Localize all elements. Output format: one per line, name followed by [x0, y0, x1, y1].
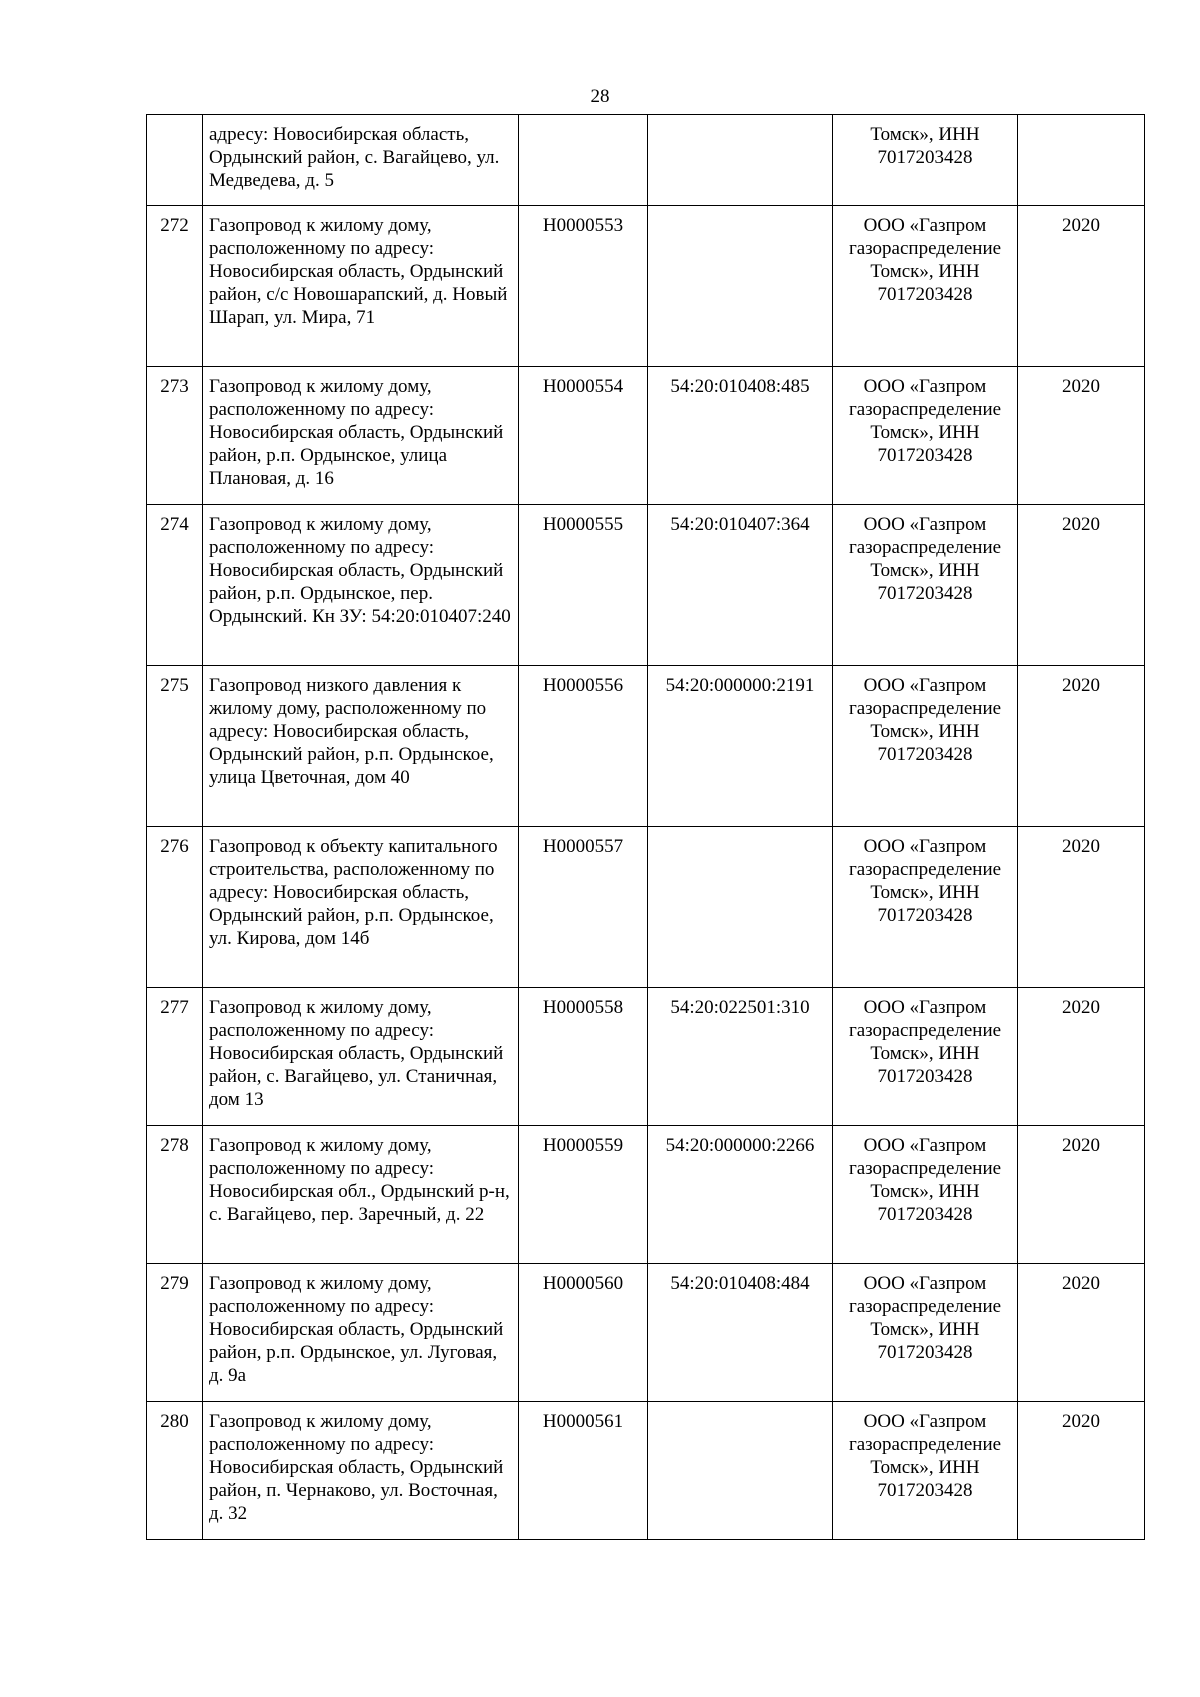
inventory-code-cell: Н0000553	[519, 206, 648, 367]
owner-cell: ООО «Газпром газораспределение Томск», ИНН 7017203428	[833, 988, 1018, 1126]
owner-cell: ООО «Газпром газораспределение Томск», ИНН 7017203428	[833, 505, 1018, 666]
year-cell: 2020	[1018, 1402, 1145, 1540]
cadastral-number-cell: 54:20:022501:310	[648, 988, 833, 1126]
cadastral-number-cell	[648, 206, 833, 367]
owner-cell: ООО «Газпром газораспределение Томск», ИНН 7017203428	[833, 367, 1018, 505]
table-row	[147, 666, 1145, 827]
year-cell: 2020	[1018, 666, 1145, 827]
year-cell	[1018, 115, 1145, 206]
cadastral-number-cell: 54:20:010408:485	[648, 367, 833, 505]
year-cell: 2020	[1018, 505, 1145, 666]
object-name-cell: Газопровод низкого давления к жилому дому, расположенному по адресу: Новосибирская область, Ордынский район, р.п. Ордынское, улица Цветочная, дом 40	[203, 666, 519, 827]
inventory-code-cell: Н0000559	[519, 1126, 648, 1264]
year-cell: 2020	[1018, 827, 1145, 988]
row-number-cell: 273	[147, 367, 203, 505]
owner-cell: ООО «Газпром газораспределение Томск», ИНН 7017203428	[833, 1126, 1018, 1264]
object-name-cell: Газопровод к жилому дому, расположенному по адресу: Новосибирская область, Ордынский район, р.п. Ордынское, ул. Луговая, д. 9а	[203, 1264, 519, 1402]
inventory-code-cell: Н0000560	[519, 1264, 648, 1402]
cadastral-number-cell: 54:20:010408:484	[648, 1264, 833, 1402]
inventory-code-cell	[519, 115, 648, 206]
object-name-cell: Газопровод к жилому дому, расположенному по адресу: Новосибирская область, Ордынский район, р.п. Ордынское, пер. Ордынский. Кн ЗУ: 54:20:010407:240	[203, 505, 519, 666]
cadastral-number-cell: 54:20:000000:2266	[648, 1126, 833, 1264]
owner-cell: ООО «Газпром газораспределение Томск», ИНН 7017203428	[833, 1402, 1018, 1540]
table-row	[147, 1402, 1145, 1540]
year-cell: 2020	[1018, 988, 1145, 1126]
inventory-code-cell: Н0000557	[519, 827, 648, 988]
table-row	[147, 367, 1145, 505]
inventory-code-cell: Н0000561	[519, 1402, 648, 1540]
row-number-cell: 275	[147, 666, 203, 827]
inventory-code-cell: Н0000555	[519, 505, 648, 666]
cadastral-number-cell	[648, 115, 833, 206]
object-name-cell: Газопровод к жилому дому, расположенному по адресу: Новосибирская область, Ордынский район, с. Вагайцево, ул. Станичная, дом 13	[203, 988, 519, 1126]
object-name-cell: Газопровод к жилому дому, расположенному по адресу: Новосибирская область, Ордынский район, р.п. Ордынское, улица Плановая, д. 16	[203, 367, 519, 505]
cadastral-number-cell: 54:20:010407:364	[648, 505, 833, 666]
table-row	[147, 206, 1145, 367]
row-number-cell: 280	[147, 1402, 203, 1540]
cadastral-number-cell	[648, 1402, 833, 1540]
register-table	[146, 114, 1145, 1540]
year-cell: 2020	[1018, 1264, 1145, 1402]
page-number: 28	[590, 86, 610, 107]
table-row	[147, 1264, 1145, 1402]
cadastral-number-cell	[648, 827, 833, 988]
year-cell: 2020	[1018, 1126, 1145, 1264]
object-name-cell: Газопровод к жилому дому, расположенному по адресу: Новосибирская область, Ордынский район, п. Чернаково, ул. Восточная, д. 32	[203, 1402, 519, 1540]
row-number-cell: 272	[147, 206, 203, 367]
year-cell: 2020	[1018, 367, 1145, 505]
table-row	[147, 505, 1145, 666]
row-number-cell: 278	[147, 1126, 203, 1264]
object-name-cell: адресу: Новосибирская область, Ордынский район, с. Вагайцево, ул. Медведева, д. 5	[203, 115, 519, 206]
owner-cell: ООО «Газпром газораспределение Томск», ИНН 7017203428	[833, 206, 1018, 367]
inventory-code-cell: Н0000554	[519, 367, 648, 505]
table-row	[147, 827, 1145, 988]
row-number-cell: 274	[147, 505, 203, 666]
owner-cell: ООО «Газпром газораспределение Томск», ИНН 7017203428	[833, 1264, 1018, 1402]
row-number-cell: 276	[147, 827, 203, 988]
row-number-cell	[147, 115, 203, 206]
inventory-code-cell: Н0000558	[519, 988, 648, 1126]
owner-cell: Томск», ИНН 7017203428	[833, 115, 1018, 206]
inventory-code-cell: Н0000556	[519, 666, 648, 827]
table-row	[147, 1126, 1145, 1264]
cadastral-number-cell: 54:20:000000:2191	[648, 666, 833, 827]
table-row	[147, 988, 1145, 1126]
row-number-cell: 277	[147, 988, 203, 1126]
owner-cell: ООО «Газпром газораспределение Томск», ИНН 7017203428	[833, 827, 1018, 988]
object-name-cell: Газопровод к объекту капитального строительства, расположенному по адресу: Новосибирская область, Ордынский район, р.п. Ордынское, ул. Кирова, дом 14б	[203, 827, 519, 988]
object-name-cell: Газопровод к жилому дому, расположенному по адресу: Новосибирская обл., Ордынский р-н, с. Вагайцево, пер. Заречный, д. 22	[203, 1126, 519, 1264]
table-row	[147, 115, 1145, 206]
owner-cell: ООО «Газпром газораспределение Томск», ИНН 7017203428	[833, 666, 1018, 827]
row-number-cell: 279	[147, 1264, 203, 1402]
year-cell: 2020	[1018, 206, 1145, 367]
object-name-cell: Газопровод к жилому дому, расположенному по адресу: Новосибирская область, Ордынский район, с/с Новошарапский, д. Новый Шарап, ул. Мира, 71	[203, 206, 519, 367]
